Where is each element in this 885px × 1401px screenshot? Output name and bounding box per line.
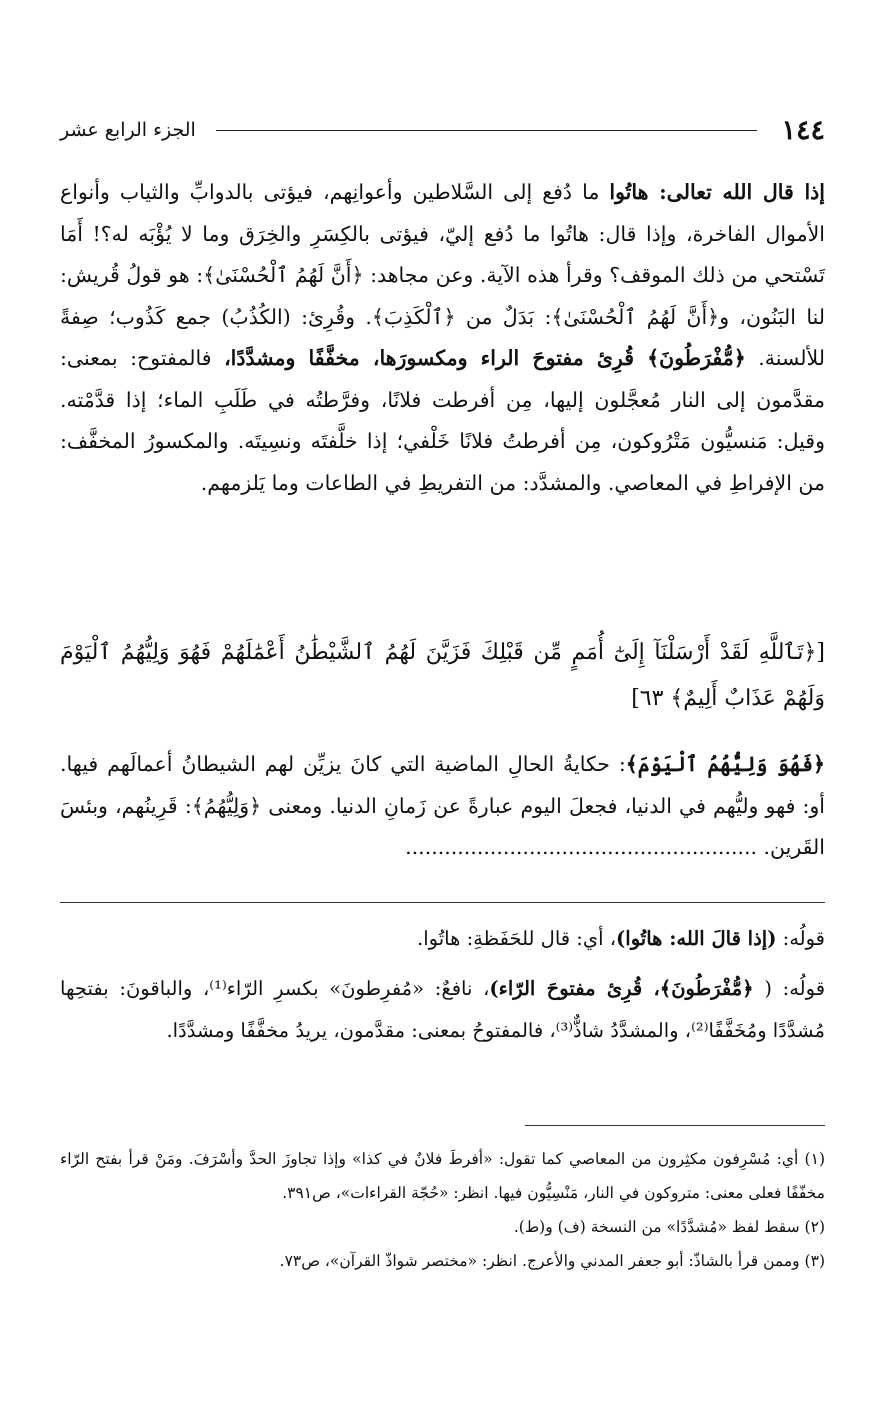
footnote-1: (١) أي: مُسْرِفون مكثِرون من المعاصي كما تقول: «أفرطَ فلانٌ في كذا» وإذا تجاوزَ الحدَّ وأسْرَفَ. ومَنْ قرأ بفتح الرّاء مخفّفًا فعلى معنى: متروكون في النار، مَنْسِيُّون فيها. انظر: «حُجّة القراءات»، ص٣٩١. xyxy=(60,1150,825,1202)
footnote-separator xyxy=(525,1125,825,1126)
quran-verse: [﴿تَٱللَّهِ لَقَدْ أَرْسَلْنَآ إِلَىٰٓ أُمَمٍ مِّن قَبْلِكَ فَزَيَّنَ لَهُمُ ٱلشَّيْطَٰنُ أَعْمَٰلَهُمْ فَهُوَ وَلِيُّهُمُ ٱلْيَوْمَ وَلَهُمْ عَذَابٌ أَلِيمٌ﴾ ٦٣] xyxy=(60,640,825,711)
verse-explanation xyxy=(60,744,825,869)
page-header xyxy=(60,108,825,152)
footnote-3: (٣) وممن قرأ بالشاذّ: أبو جعفر المدني والأعرج. انظر: «مختصر شواذّ القرآن»، ص٧٣. xyxy=(279,1252,825,1270)
commentary-section xyxy=(60,918,825,1060)
explanation-text: : حكايةُ الحالِ الماضية التي كانَ يزيِّن لهم الشيطانُ أعمالَهم فيها. أو: فهو وليُّهم في الدنيا، فجعلَ اليوم عبارةً عن زَمانِ الدنيا. ومعنى ﴿وَلِيُّهُمُ﴾: قَرِينُهم، وبئسَ القَرين. ...................................................... xyxy=(60,752,825,859)
footnotes xyxy=(60,1142,825,1278)
part-title: الجزء الرابع عشر xyxy=(60,119,196,141)
page-number: ١٤٤ xyxy=(781,114,825,146)
header-rule xyxy=(216,130,758,131)
footnote-2: (٢) سقط لفظ «مُشدَّدًا» من النسخة (ف) و(ط). xyxy=(513,1218,825,1236)
paragraph-text: ما دُفع إلى السَّلاطين وأعوانِهم، فيؤتى بالدوابِّ والثياب وأنواع الأموال الفاخرة، وإذا قال: هاتُوا ما دُفع إليّ، فيؤتى بالكِسَرِ والخِرَق وما لا يُؤْبَه له؟! أَمَا تَسْتحي من ذلك الموقف؟ وقرأ هذه الآية. وعن مجاهد: ﴿أَنَّ لَهُمُ ٱلْحُسْنَىٰ﴾: هو قولُ قُريش: لنا البَنُون، و﴿أَنَّ لَهُمُ ٱلْحُسْنَىٰ﴾: بَدَلٌ من ﴿ٱلْكَذِبَ﴾. وقُرِئ: (الكُذُبُ) جمع كَذُوب؛ صِفةً للألسنة. xyxy=(60,180,825,370)
main-paragraph xyxy=(60,172,825,504)
paragraph-lead: إذا قال الله تعالى: هاتُوا xyxy=(609,180,825,204)
paragraph-keyword: ﴿مُّفْرَطُونَ﴾ قُرِئ مفتوحَ الراء ومكسورَها، مخفَّفًا ومشدَّدًا، xyxy=(224,346,746,370)
paragraph-text-end: فالمفتوح: بمعنى: مقدَّمون إلى النار مُعجَّلون إليها، مِن أفرطت فلانًا، وفرَّطتُه في طَلَبِ الماء؛ إذا قدَّمْته. وقيل: مَنسيُّون مَتْرُوكون، مِن أفرطتُ فلانًا خَلْفي؛ إذا خلَّفتَه ونسِيتَه. والمكسورُ المخفَّف: من الإفراطِ في المعاصي. والمشدَّد: من التفريطِ في الطاعات وما يَلزمهم. xyxy=(60,346,825,495)
commentary-item: قولُه: ( ﴿مُّفْرَطُونَ﴾، قُرِئ مفتوحَ الرّاء)، نافعٌ: «مُفرِطونَ» بكسرِ الرّاء⁽¹⁾، والباقونَ: بفتحِها مُشدَّدًا ومُخَفَّفًا⁽²⁾، والمشدَّدُ شاذٌّ⁽³⁾، فالمفتوحُ بمعنى: مقدَّمون، يريدُ مخفَّفًا ومشدَّدًا. xyxy=(60,977,826,1042)
explanation-keyword: ﴿فَهُوَ وَلِيُّهُمُ ٱلْيَوْمَ﴾ xyxy=(625,752,825,776)
commentary-item: قولُه: (إذا قالَ الله: هاتُوا)، أي: قال للحَفَظةِ: هاتُوا. xyxy=(417,927,825,950)
commentary-separator xyxy=(60,902,825,903)
